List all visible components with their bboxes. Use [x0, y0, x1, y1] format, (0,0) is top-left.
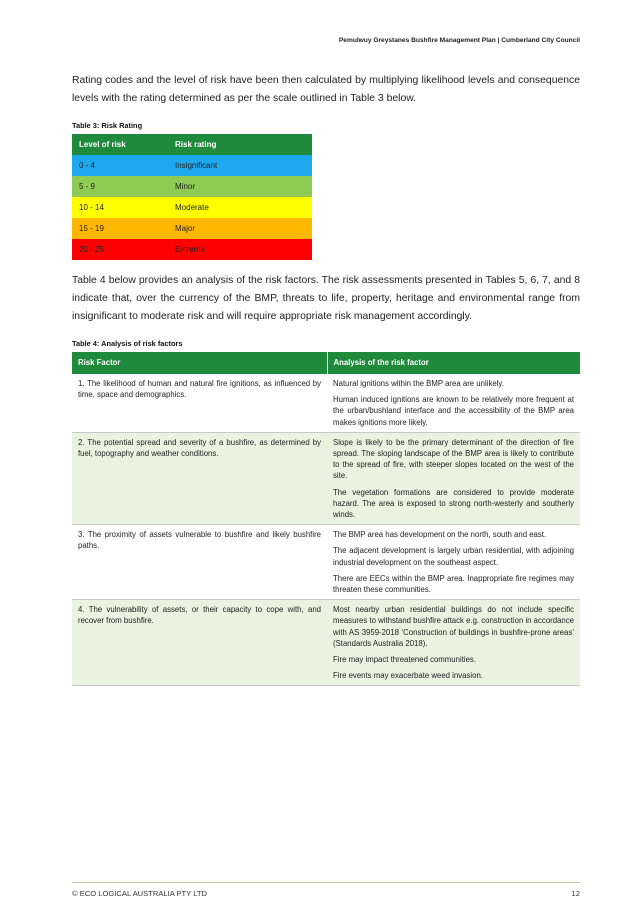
risk-level-cell: 15 - 19	[72, 218, 168, 239]
table3-caption: Table 3: Risk Rating	[72, 121, 143, 130]
risk-factors-table	[72, 352, 580, 686]
table-row	[72, 600, 580, 686]
risk-rating-cell: Major	[168, 218, 312, 239]
table-row	[72, 374, 580, 432]
analysis-point: Human induced ignitions are known to be relatively more frequent at the urban/bushland interface and the accessibility of the BMP area makes ignitions more likely.	[333, 395, 574, 427]
analysis-cell	[327, 432, 580, 524]
risk-level-cell: 5 - 9	[72, 176, 168, 197]
table-row	[72, 218, 312, 239]
column-header-analysis: Analysis of the risk factor	[327, 352, 580, 374]
analysis-point: Slope is likely to be the primary determinant of the direction of fire spread. The sloping landscape of the BMP area is likely to contribute to the spread of fire, with steeper slopes located on the west of the site.	[333, 437, 574, 481]
footer-copyright: © ECO LOGICAL AUSTRALIA PTY LTD	[72, 889, 208, 898]
risk-level-cell: 20 - 25	[72, 239, 168, 260]
risk-factor-cell: 2. The potential spread and severity of a bushfire, as determined by fuel, topography and weather conditions.	[72, 432, 327, 524]
table-row	[72, 197, 312, 218]
risk-rating-cell: Insignificant	[168, 155, 312, 176]
table-row	[72, 525, 580, 600]
table-row	[72, 239, 312, 260]
risk-rating-cell: Extreme	[168, 239, 312, 260]
risk-rating-table	[72, 134, 312, 260]
footer-divider	[72, 882, 580, 883]
table-header-row	[72, 134, 312, 155]
column-header-rating: Risk rating	[168, 134, 312, 155]
analysis-cell	[327, 374, 580, 432]
page-number: 12	[571, 889, 580, 898]
intro-paragraph: Rating codes and the level of risk have been then calculated by multiplying likelihood levels and consequence levels with the rating determined as per the scale outlined in Table 3 below.	[72, 75, 580, 104]
risk-rating-cell: Minor	[168, 176, 312, 197]
analysis-point: Fire events may exacerbate weed invasion.	[333, 671, 483, 681]
risk-level-cell: 0 - 4	[72, 155, 168, 176]
column-header-risk-factor: Risk Factor	[72, 352, 327, 374]
analysis-point: Most nearby urban residential buildings do not include specific measures to withstand bushfire attack e.g. construction in accordance with AS 3959-2018 ‘Construction of buildings in bushfire-prone areas’ (Standards Australia 2018).	[333, 605, 574, 648]
column-header-level: Level of risk	[72, 134, 168, 155]
analysis-cell	[327, 525, 580, 600]
analysis-point: Natural ignitions within the BMP area are unlikely.	[333, 379, 504, 388]
table-row	[72, 432, 580, 524]
table4-caption: Table 4: Analysis of risk factors	[72, 339, 183, 348]
analysis-point: The vegetation formations are considered to provide moderate hazard. The area is exposed to strong north-westerly and southerly winds.	[333, 487, 574, 520]
analysis-point: There are EECs within the BMP area. Inappropriate fire regimes may threaten these communities.	[333, 573, 574, 595]
table-row	[72, 176, 312, 197]
table-header-row	[72, 352, 580, 374]
risk-rating-cell: Moderate	[168, 197, 312, 218]
analysis-cell	[327, 600, 580, 686]
risk-level-cell: 10 - 14	[72, 197, 168, 218]
risk-factor-cell: 4. The vulnerability of assets, or their capacity to cope with, and recover from bushfire.	[72, 600, 327, 686]
page-header: Pemulwuy Greystanes Bushfire Management Plan | Cumberland City Council	[338, 37, 580, 44]
risk-factor-cell: 1. The likelihood of human and natural fire ignitions, as influenced by time, space and demographics.	[72, 374, 327, 432]
table-row	[72, 155, 312, 176]
analysis-point: The adjacent development is largely urban residential, with adjoining industrial development on the southeast aspect.	[333, 546, 574, 567]
second-paragraph: Table 4 below provides an analysis of the risk factors. The risk assessments presented in Tables 5, 6, 7, and 8 indicate that, over the currency of the BMP, threats to life, property, heritage and environmental range from insignificant to moderate risk and will require appropriate risk management accordingly.	[72, 275, 580, 322]
analysis-point: The BMP area has development on the north, south and east.	[333, 530, 547, 540]
risk-factor-cell: 3. The proximity of assets vulnerable to bushfire and likely bushfire paths.	[72, 525, 327, 600]
analysis-point: Fire may impact threatened communities.	[333, 655, 476, 665]
